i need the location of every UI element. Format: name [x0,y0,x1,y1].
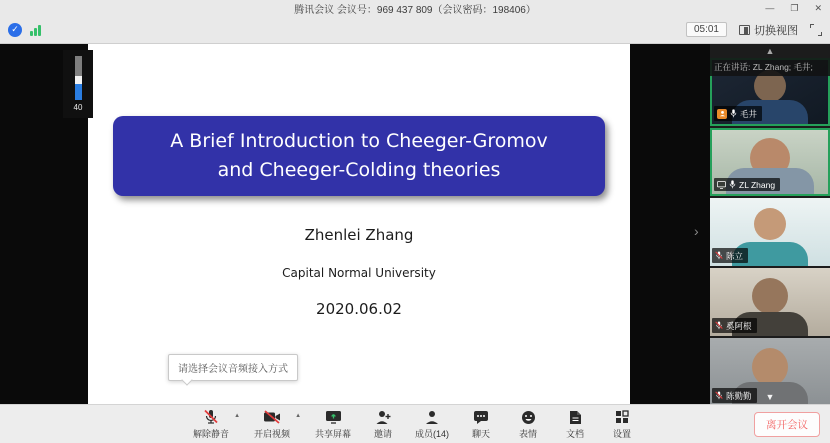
video-tile-xiagen[interactable] [710,268,830,336]
window-titlebar [0,0,830,16]
camera-options-caret[interactable]: ▲ [295,412,302,419]
volume-slider[interactable] [63,50,93,118]
close-button[interactable]: ✕ [814,2,822,13]
docs-button[interactable]: 文档 [560,409,590,440]
participant-label [714,106,762,121]
participant-name: ZL Zhang [739,179,776,190]
share-screen-button[interactable]: 共享屏幕 [315,409,351,440]
emoji-icon [521,410,536,425]
top-toolbar [0,16,830,44]
slide-date: 2020.06.02 [316,300,402,318]
slide-title-box [113,116,605,196]
maximize-button[interactable]: ❐ [790,2,799,13]
mic-on-icon [730,109,737,118]
chat-button[interactable]: 聊天 [466,409,496,440]
window-title: 腾讯会议 会议号：969 437 809（会议密码：198406） [294,4,536,16]
participant-silhouette [752,278,788,314]
unmute-button[interactable]: 解除静音 ▲ [193,409,229,440]
screen-share-icon [717,181,726,189]
volume-handle[interactable] [75,76,82,84]
members-button[interactable]: 成员(14) [415,409,449,440]
volume-value: 40 [73,103,83,112]
share-screen-icon [325,410,342,424]
main-area [0,44,830,404]
presentation-slide [88,44,630,404]
layout-icon [739,25,750,35]
start-video-button[interactable]: 开启视频 ▲ [254,409,290,440]
check-glyph: ✓ [11,24,19,34]
video-tile-zl-zhang[interactable] [710,128,830,196]
participant-label [714,178,780,191]
document-icon [569,410,582,425]
network-signal-icon[interactable] [30,24,41,36]
participant-name: 奚阿根 [726,320,752,331]
video-tiles [710,58,830,404]
security-shield-icon[interactable] [8,23,22,37]
host-badge-icon [717,109,727,119]
minimize-button[interactable]: — [765,3,775,13]
scroll-down-icon[interactable]: ▼ [765,392,775,402]
members-icon [425,410,439,425]
slide-title-line2: and Cheeger-Colding theories [217,159,501,181]
volume-track[interactable] [75,56,82,100]
mic-muted-icon [715,321,723,330]
settings-icon [615,410,629,424]
volume-track-fill [75,84,82,100]
meeting-duration: 05:01 [686,22,727,37]
participant-silhouette [754,208,786,240]
mic-options-caret[interactable]: ▲ [234,412,241,419]
participant-name: 毛井 [740,108,758,119]
slide-title-line1: A Brief Introduction to Cheeger-Gromov [170,130,548,152]
invite-icon [375,410,391,425]
participant-label [712,248,748,263]
scroll-up-icon[interactable]: ▲ [765,46,775,56]
mic-on-icon [729,180,736,189]
emoji-button[interactable]: 表情 [513,409,543,440]
fullscreen-icon[interactable] [810,24,822,36]
slide-affiliation: Capital Normal University [282,266,436,280]
switch-view-label: 切换视图 [754,24,798,37]
camera-off-icon [263,410,281,424]
switch-view-button[interactable] [739,22,798,38]
volume-track-upper [75,56,82,76]
audio-mode-tooltip[interactable]: 请选择会议音频接入方式 [168,354,298,381]
shared-screen-stage [0,44,710,404]
mic-muted-icon [203,409,219,425]
video-tile-chenli[interactable] [710,198,830,266]
participant-name: 陈立 [726,250,744,261]
participants-sidebar [710,44,830,404]
speaking-banner: 正在讲话: ZL Zhang; 毛井; [710,58,830,76]
invite-button[interactable]: 邀请 [368,409,398,440]
settings-button[interactable]: 设置 [607,409,637,440]
bottom-toolbar [0,404,830,443]
slide-author: Zhenlei Zhang [304,226,414,244]
participant-silhouette [752,348,788,386]
leave-meeting-button[interactable]: 离开会议 [754,412,820,437]
participant-label [712,318,757,333]
chat-icon [473,410,489,425]
participant-name: 陈勤勤 [726,390,752,401]
mic-muted-icon [715,251,723,260]
sidebar-collapse-chevron[interactable]: › [694,223,699,239]
